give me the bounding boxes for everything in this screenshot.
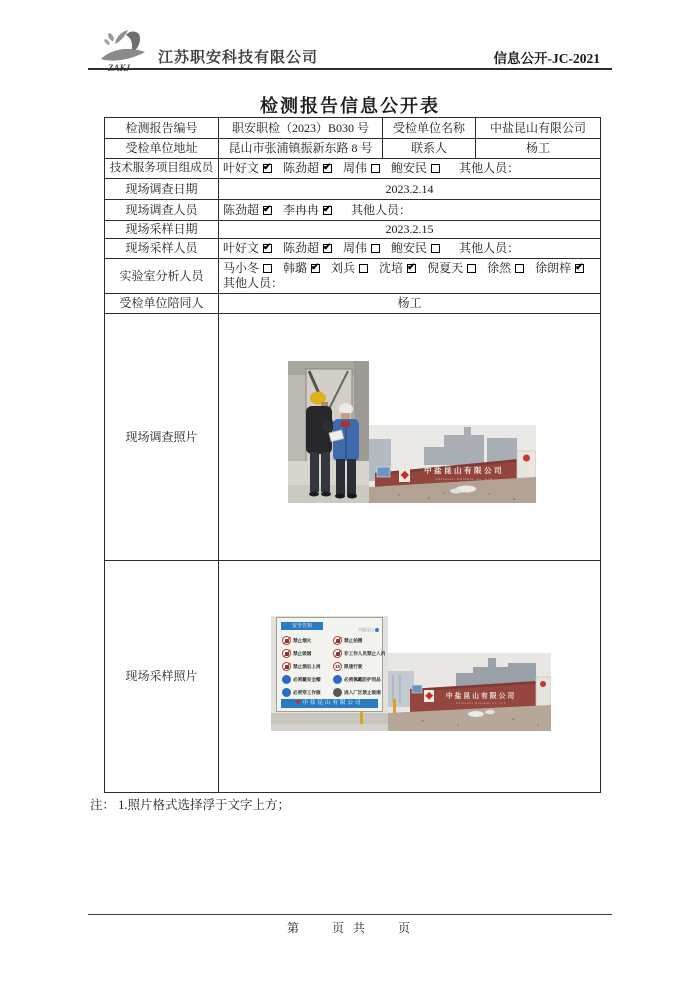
safety-sign-label: 禁止酒后上岗	[293, 664, 321, 669]
unit-name-label: 受检单位名称	[383, 118, 476, 139]
safety-sign-label: 禁止吸烟	[293, 651, 312, 656]
member	[391, 241, 440, 255]
survey-photo-gate	[369, 425, 536, 503]
checkbox-icon	[515, 264, 524, 273]
member	[427, 261, 476, 275]
safety-sign-icon	[333, 675, 342, 684]
escort-label: 受检单位陪同人	[105, 294, 219, 314]
table-row	[105, 239, 601, 259]
checkbox-icon	[467, 264, 476, 273]
board-company-bar	[281, 699, 378, 708]
unit-addr-label: 受检单位地址	[105, 139, 219, 159]
survey-members-cell	[219, 200, 601, 221]
member-name: 鲍安民	[391, 241, 428, 255]
footnote: 注： 1.照片格式选择浮于文字上方；	[90, 798, 291, 812]
survey-date-label: 现场调查日期	[105, 179, 219, 200]
table-row	[105, 221, 601, 239]
others-label: 其他人员：	[459, 241, 520, 255]
document-code: 信息公开-JC-2021	[493, 51, 600, 66]
sample-date-value: 2023.2.15	[219, 221, 601, 239]
escort-value: 杨工	[219, 294, 601, 314]
member-name: 韩璐	[283, 261, 308, 275]
safety-sign-label: 非工作人员禁止入内	[344, 651, 386, 656]
sample-photo-label: 现场采样照片	[105, 561, 219, 793]
member-name: 陈劲超	[283, 161, 320, 175]
member-name: 马小冬	[223, 261, 260, 275]
company-name: 江苏职安科技有限公司	[158, 50, 319, 66]
unit-addr-value: 昆山市张浦镇振新东路 8 号	[219, 139, 383, 159]
table-row	[105, 294, 601, 314]
member-name: 倪夏天	[427, 261, 464, 275]
member-list	[223, 203, 343, 217]
checkbox-icon	[263, 244, 272, 253]
member	[379, 261, 416, 275]
gate-sign-text: 中盐昆山有限公司	[445, 693, 517, 700]
road	[271, 724, 388, 731]
sample-photo-gate	[388, 653, 551, 731]
safety-sign-label: 禁止烟火	[293, 638, 312, 643]
mini-logo-icon	[375, 628, 379, 632]
survey-date-value: 2023.2.14	[219, 179, 601, 200]
member-name: 叶好文	[223, 241, 260, 255]
safety-sign-label: 必须穿工作服	[293, 690, 321, 695]
member-name: 李冉冉	[283, 202, 320, 217]
survey-photo-label: 现场调查照片	[105, 314, 219, 561]
safety-sign-icon	[282, 662, 291, 671]
member	[283, 241, 332, 255]
safety-sign-icon	[333, 649, 342, 658]
safety-sign-icon	[333, 688, 342, 697]
others-label: 其他人员：	[351, 202, 412, 217]
gate-sign-text: 中盐昆山有限公司	[424, 466, 504, 475]
checkbox-icon	[263, 206, 272, 215]
others-label: 其他人员：	[223, 276, 284, 290]
member-name: 周伟	[343, 241, 368, 255]
table-row	[105, 139, 601, 159]
member	[535, 261, 584, 275]
checkbox-icon	[323, 164, 332, 173]
member	[391, 161, 440, 175]
board-company-text: 中盐昆山有限公司	[302, 700, 363, 706]
board-logo-icon	[296, 700, 300, 704]
checkbox-icon	[407, 264, 416, 273]
disclosure-table	[104, 117, 601, 793]
member-name: 徐朗梓	[535, 261, 572, 275]
page-footer: 第 页 共 页	[88, 914, 612, 936]
member	[223, 161, 272, 175]
board-header: 安全告知	[281, 622, 323, 630]
safety-board	[276, 617, 386, 712]
header-divider	[88, 68, 612, 70]
safety-sign-icon	[282, 649, 291, 658]
safety-sign-icon	[282, 675, 291, 684]
member-name: 刘兵	[331, 261, 356, 275]
safety-sign-label: 进入厂区禁止吸烟	[344, 690, 381, 695]
checkbox-icon	[359, 264, 368, 273]
safety-sign-icon	[282, 688, 291, 697]
checkbox-icon	[431, 244, 440, 253]
member	[223, 261, 272, 275]
table-row	[105, 118, 601, 139]
member	[343, 161, 380, 175]
board-column-left	[282, 634, 332, 699]
sample-date-label: 现场采样日期	[105, 221, 219, 239]
page-header	[0, 0, 700, 71]
checkbox-icon	[323, 206, 332, 215]
safety-sign-label: 限速行驶	[344, 664, 363, 669]
board-item	[282, 686, 332, 699]
member-list	[223, 241, 451, 255]
sample-photo-safety-board	[271, 616, 388, 731]
checkbox-icon	[371, 244, 380, 253]
board-mini-text: 中盐昆山	[358, 627, 374, 632]
gate-sign-text-en: Chinasalt Kunshan Co.,Ltd	[455, 701, 507, 705]
report-no-label: 检测报告编号	[105, 118, 219, 139]
member-name: 陈劲超	[283, 241, 320, 255]
board-item	[333, 686, 383, 699]
table-row	[105, 179, 601, 200]
table-row	[105, 561, 601, 793]
table-row	[105, 259, 601, 294]
member-name: 徐然	[487, 261, 512, 275]
member-name: 沈培	[379, 261, 404, 275]
lab-staff-label: 实验室分析人员	[105, 259, 219, 294]
safety-sign-label: 必须戴安全帽	[293, 677, 321, 682]
member	[283, 161, 332, 175]
contact-label: 联系人	[383, 139, 476, 159]
checkbox-icon	[323, 244, 332, 253]
lab-members-cell	[219, 259, 601, 294]
member-name: 叶好文	[223, 161, 260, 175]
safety-sign-label: 必须佩戴防护用品	[344, 677, 381, 682]
checkbox-icon	[431, 164, 440, 173]
safety-sign-icon: 15	[334, 664, 340, 669]
safety-sign-icon	[282, 636, 291, 645]
checkbox-icon	[311, 264, 320, 273]
member	[223, 203, 272, 217]
checkbox-icon	[371, 164, 380, 173]
member	[343, 241, 380, 255]
member	[283, 261, 320, 275]
member-list	[223, 161, 451, 175]
table-row	[105, 200, 601, 221]
member-name: 鲍安民	[391, 161, 428, 175]
board-column-right	[333, 634, 386, 699]
table-row	[105, 159, 601, 179]
member-list	[223, 261, 592, 275]
contact-value: 杨工	[476, 139, 601, 159]
checkbox-icon	[263, 264, 272, 273]
table-row	[105, 314, 601, 561]
team-label: 技术服务项目组成员	[105, 159, 219, 179]
member	[283, 203, 332, 217]
gate-pole	[360, 711, 363, 724]
unit-name-value: 中盐昆山有限公司	[476, 118, 601, 139]
page-title: 检测报告信息公开表	[260, 96, 440, 116]
member	[223, 241, 272, 255]
member-name: 周伟	[343, 161, 368, 175]
report-no-value: 职安职检（2023）B030 号	[219, 118, 383, 139]
gate-sign-text-en: Chinasalt Kunshan Co.,Ltd	[435, 477, 493, 481]
member	[487, 261, 524, 275]
member	[331, 261, 368, 275]
checkbox-icon	[575, 264, 584, 273]
team-members-cell	[219, 159, 601, 179]
safety-sign-icon	[333, 636, 342, 645]
others-label: 其他人员：	[459, 161, 520, 175]
survey-photo-cell	[219, 314, 601, 561]
sample-members-cell	[219, 239, 601, 259]
sample-photo-cell	[219, 561, 601, 793]
checkbox-icon	[263, 164, 272, 173]
survey-photo-workers	[288, 361, 369, 503]
survey-staff-label: 现场调查人员	[105, 200, 219, 221]
sample-staff-label: 现场采样人员	[105, 239, 219, 259]
member-name: 陈劲超	[223, 202, 260, 217]
safety-sign-label: 禁止拍摄	[344, 638, 363, 643]
